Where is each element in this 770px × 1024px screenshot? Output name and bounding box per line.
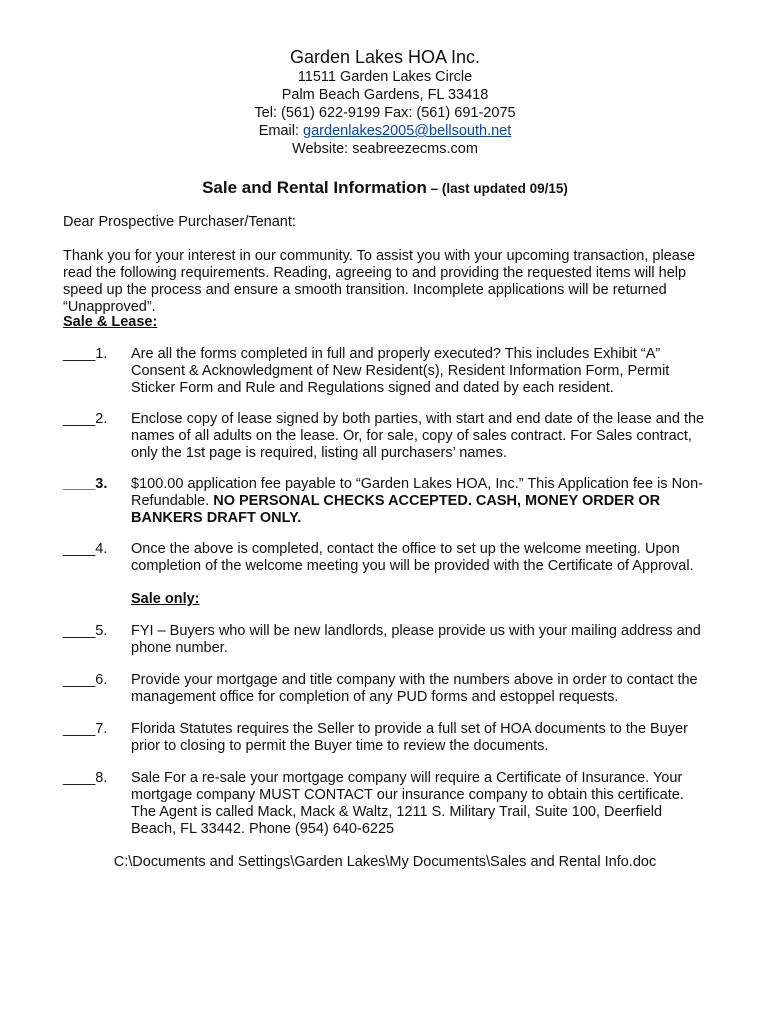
item-text-wrapper xyxy=(131,476,711,527)
title-main: Sale and Rental Information xyxy=(202,178,427,197)
item-number: ____1. xyxy=(63,346,108,362)
email-line xyxy=(0,122,770,140)
item-text: Enclose copy of lease signed by both parties, with start and end date of the lease and the names of all adults on the lease. Or, for sale, copy of sales contract. For Sales contract, only the 1st page is required, listing all purchasers’ names. xyxy=(131,411,705,461)
list-item xyxy=(63,476,713,527)
item-number: ____3. xyxy=(63,476,108,492)
address-line-2: Palm Beach Gardens, FL 33418 xyxy=(281,87,489,103)
list-item xyxy=(63,623,713,657)
item-number: ____8. xyxy=(63,770,108,786)
list-item xyxy=(63,411,713,462)
item-text: Are all the forms completed in full and properly executed? This includes Exhibit “A” Consent & Acknowledgment of New Resident(s), Resident Information Form, Permit Sticker Form and Rule and Regulations signed and dated by each resident. xyxy=(131,346,670,396)
org-name: Garden Lakes HOA Inc. xyxy=(289,47,481,67)
intro-paragraph: Thank you for your interest in our community. To assist you with your upcoming transaction, please read the following requirements. Reading, agreeing to and providing the requested items will help speed up the process and ensure a smooth transition. Incomplete applications will be returned “Unapproved”. xyxy=(63,248,696,315)
greeting: Dear Prospective Purchaser/Tenant: xyxy=(63,214,296,230)
email-link[interactable]: gardenlakes2005@bellsouth.net xyxy=(303,123,512,139)
section-sale-only: Sale only: xyxy=(131,591,200,607)
address-line-1: 11511 Garden Lakes Circle xyxy=(297,69,473,85)
item-text: FYI – Buyers who will be new landlords, please provide us with your mailing address and phone number. xyxy=(131,623,701,656)
item-text: $100.00 application fee payable to “Garden Lakes HOA, Inc.” This Application fee is Non-Refundable. xyxy=(131,476,704,509)
file-path-footer: C:\Documents and Settings\Garden Lakes\My Documents\Sales and Rental Info.doc xyxy=(113,854,657,870)
item-number: ____2. xyxy=(63,411,108,427)
section-sale-lease: Sale & Lease: xyxy=(63,314,158,330)
item-number: ____6. xyxy=(63,672,108,688)
phone-fax: Tel: (561) 622-9199 Fax: (561) 691-2075 xyxy=(254,105,516,121)
item-text: Once the above is completed, contact the office to set up the welcome meeting. Upon completion of the welcome meeting you will be provided with the Certificate of Approval. xyxy=(131,541,694,574)
list-item xyxy=(63,541,713,575)
item-text: Provide your mortgage and title company with the numbers above in order to contact the management office for completion of any PUD forms and estoppel requests. xyxy=(131,672,698,705)
email-label: Email: xyxy=(258,123,304,139)
list-item xyxy=(63,770,713,838)
website: Website: seabreezecms.com xyxy=(292,141,478,157)
item-text: Sale For a re-sale your mortgage company will require a Certificate of Insurance. Your mortgage company MUST CONTACT our insurance company to obtain this certificate. The Agent is called Mack, Mack & Waltz, 1211 S. Military Trail, Suite 100, Deerfield Beach, FL 33442. Phone (954) 640-6225 xyxy=(131,770,684,837)
item-bold-text: NO PERSONAL CHECKS ACCEPTED. CASH, MONEY ORDER OR BANKERS DRAFT ONLY. xyxy=(131,493,661,526)
item-number: ____4. xyxy=(63,541,108,557)
document-title xyxy=(0,178,770,198)
item-text: Florida Statutes requires the Seller to provide a full set of HOA documents to the Buyer prior to closing to permit the Buyer time to review the documents. xyxy=(131,721,688,754)
list-item xyxy=(63,346,713,397)
title-subtitle: – (last updated 09/15) xyxy=(426,181,568,196)
list-item xyxy=(63,721,713,755)
item-number: ____7. xyxy=(63,721,108,737)
list-item xyxy=(63,672,713,706)
item-number: ____5. xyxy=(63,623,108,639)
